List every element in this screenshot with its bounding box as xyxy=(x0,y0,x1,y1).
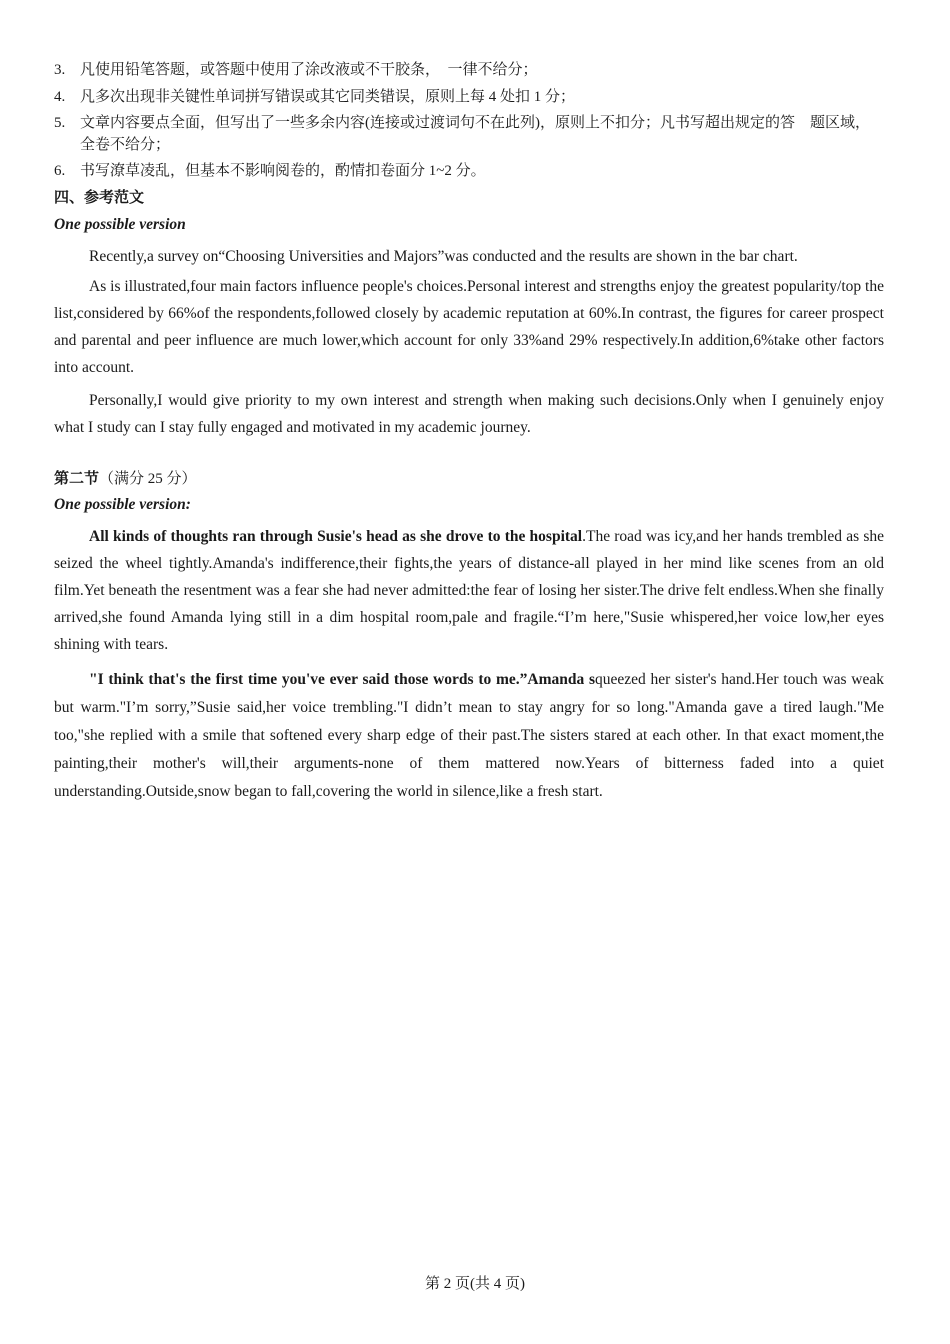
rule-text: 书写潦草凌乱，但基本不影响阅卷的，酌情扣卷面分 1~2 分。 xyxy=(80,163,486,179)
story-paragraph xyxy=(54,666,884,806)
section-score-note: （满分 25 分） xyxy=(99,471,197,487)
story-paragraph xyxy=(54,523,884,658)
rule-item xyxy=(54,159,884,183)
rule-number: 6. xyxy=(54,163,66,179)
section-heading xyxy=(54,467,884,491)
essay-paragraph: Recently,a survey on“Choosing Universities and Majors”was conducted and the results are shown in the bar chart. xyxy=(89,248,798,265)
rule-item xyxy=(54,112,884,156)
section-title: 第二节 xyxy=(54,471,100,487)
section-heading: 四、参考范文 xyxy=(54,190,145,206)
story-text: .The road was icy,and her hands trembled as she seized the wheel tightly.Amanda's indifference,their fights,the years of distance-all played in her mind like scenes from an old film.Yet beneath the resentment was a fear she had never admitted:the fear of losing her sister.The drive felt endless.When she finally arrived,she found Amanda lying still in a dim hospital room,pale and fragile.“I’m here,"Susie whispered,her voice low,her eyes shining with tears. xyxy=(54,528,884,653)
page-footer: 第 2 页(共 4 页) xyxy=(425,1276,525,1292)
rule-number: 3. xyxy=(54,62,66,78)
essay-paragraph: Personally,I would give priority to my own interest and strength when making such decisions.Only when I genuinely enjoy what I study can I stay fully engaged and motivated in my academic journey. xyxy=(54,392,884,436)
rule-number: 4. xyxy=(54,89,66,105)
rule-number: 5. xyxy=(54,115,66,131)
rule-text: 凡多次出现非关键性单词拼写错误或其它同类错误，原则上每 4 处扣 1 分； xyxy=(80,89,576,105)
rule-item xyxy=(54,58,884,82)
given-opening-sentence: All kinds of thoughts ran through Susie's head as she drove to the hospital xyxy=(89,528,583,545)
given-opening-sentence: "I think that's the first time you've ever said those words to me.”Amanda s xyxy=(89,671,595,688)
document-body xyxy=(54,58,884,806)
rule-text: 凡使用铅笔答题，或答题中使用了涂改液或不干胶条， 一律不给分； xyxy=(80,62,538,78)
section-subtitle: One possible version: xyxy=(54,496,191,513)
rule-item xyxy=(54,85,884,109)
story-text: queezed her sister's hand.Her touch was weak but warm."I’m sorry,”Susie said,her voice trembling."I didn’t mean to stay angry for so long."Amanda gave a tired laugh."Me too,"she replied with a smile that softened every sharp edge of their past.The sisters stared at each other. In that exact moment,the painting,their mother's will,their arguments-none of them mattered now.Years of bitterness faded into a quiet understanding.Outside,snow began to fall,covering the world in silence,like a fresh start. xyxy=(54,671,884,800)
rule-text: 文章内容要点全面，但写出了一些多余内容(连接或过渡词句不在此列)，原则上不扣分；凡书写超出规定的答 题区域，全卷不给分； xyxy=(80,115,870,153)
section-subtitle: One possible version xyxy=(54,216,186,233)
essay-paragraph: As is illustrated,four main factors influence people's choices.Personal interest and strengths enjoy the greatest popularity/top the list,considered by 66%of the respondents,followed closely by academic reputation at 60%.In contrast, the figures for career prospect and parental and peer influence are much lower,which account for only 33%and 29% respectively.In addition,6%take other factors into account. xyxy=(54,278,884,376)
